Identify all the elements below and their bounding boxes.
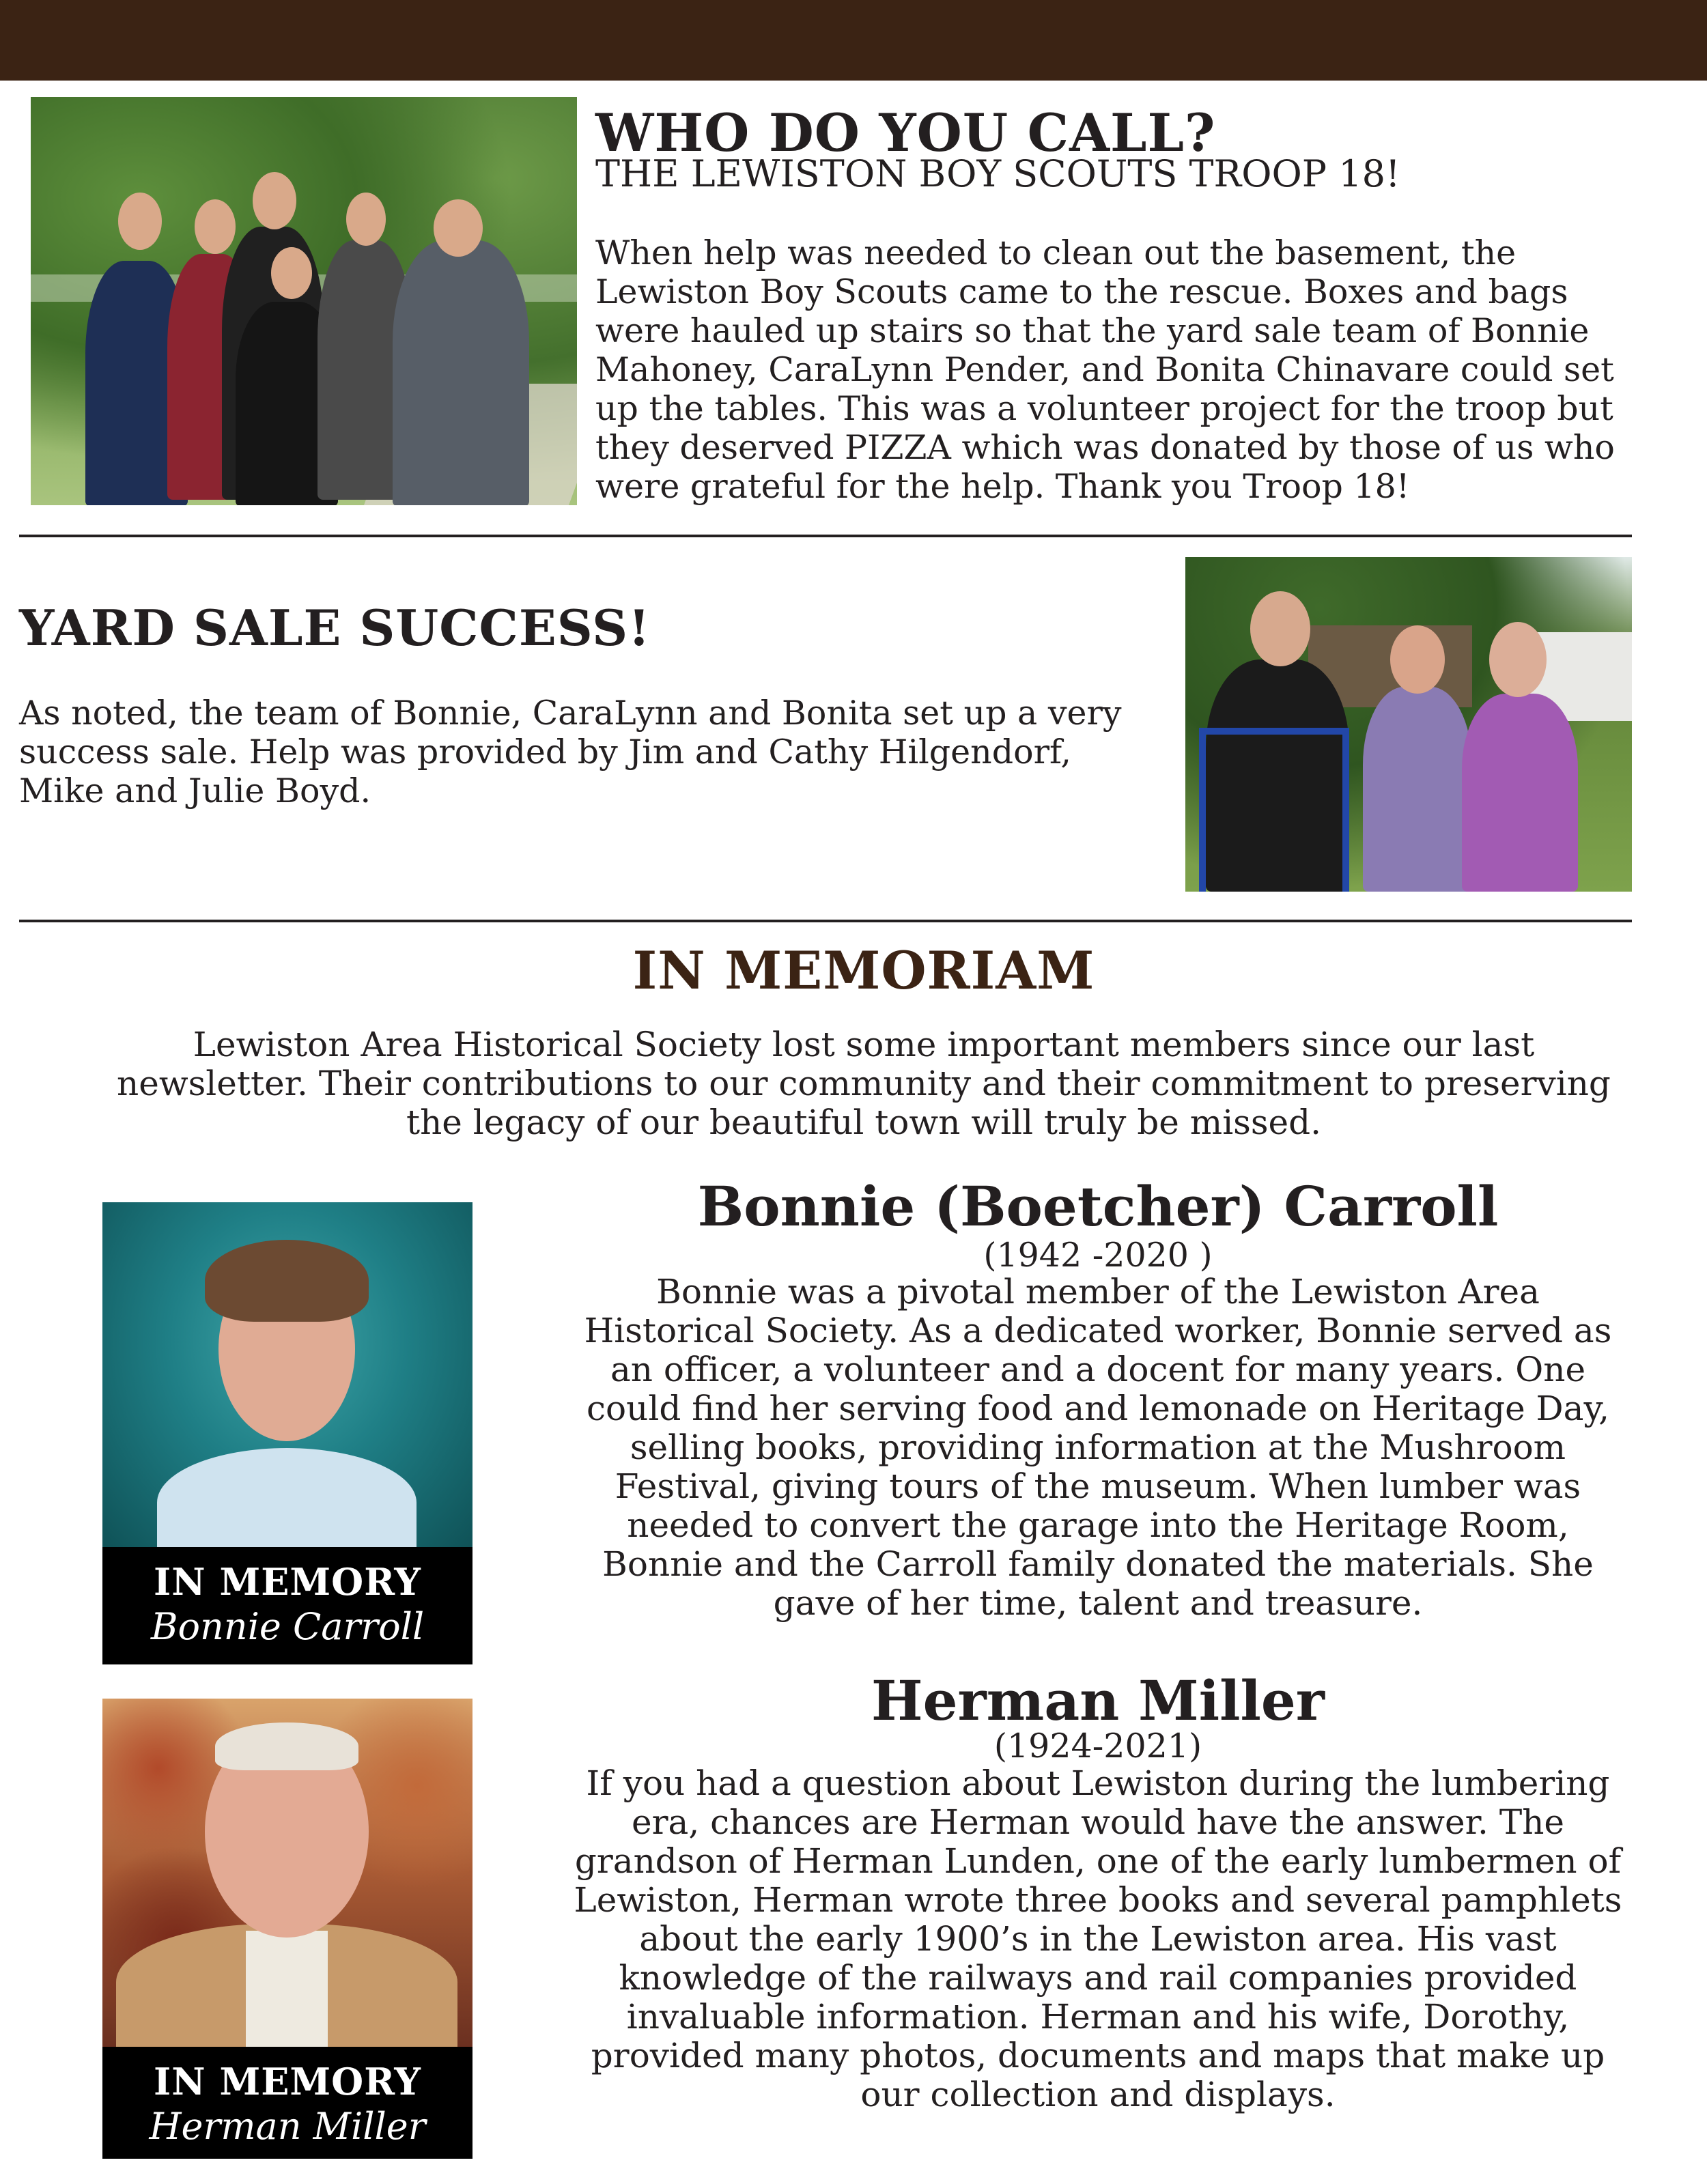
herman-portrait xyxy=(102,1699,472,2159)
person-name: Herman Miller xyxy=(871,1669,1325,1733)
boy-scouts-photo xyxy=(31,97,577,505)
scouts-title: WHO DO YOU CALL? xyxy=(595,102,1216,163)
herman-photo xyxy=(102,1699,472,2047)
caption-name: Herman Miller xyxy=(149,2105,426,2148)
memoriam-intro: Lewiston Area Historical Society lost some important members since our last newsletter. Their contributions to our community and their commitment to preserving the legacy of our beautiful town will truly be missed. xyxy=(117,1025,1611,1142)
yard-sale-title: YARD SALE SUCCESS! xyxy=(19,599,651,657)
person-years: (1942 -2020 ) xyxy=(983,1236,1213,1275)
bonnie-photo xyxy=(102,1202,472,1547)
scouts-subtitle: THE LEWISTON BOY SCOUTS TROOP 18! xyxy=(595,152,1400,195)
divider xyxy=(19,535,1632,537)
person-bio: If you had a question about Lewiston during the lumbering era, chances are Herman would have the answer. The grandson of Herman Lunden, one of the early lumbermen of Lewiston, Herman wrote three books and several pamphlets about the early 1900’s in the Lewiston area. His vast knowledge of the railways and rail companies provided invaluable information. Herman and his wife, Dorothy, provided many photos, documents and maps that make up our collection and displays. xyxy=(574,1763,1622,2114)
caption-title: IN MEMORY xyxy=(154,2060,421,2103)
bonnie-caption xyxy=(102,1547,472,1664)
person-bio: Bonnie was a pivotal member of the Lewiston Area Historical Society. As a dedicated worker, Bonnie served as an officer, a volunteer and a docent for many years. One could find her serving food and lemonade on Heritage Day, selling books, providing information at the Mushroom Festival, giving tours of the museum. When lumber was needed to convert the garage into the Heritage Room, Bonnie and the Carroll family donated the materials. She gave of her time, talent and treasure. xyxy=(584,1272,1612,1623)
bonnie-portrait xyxy=(102,1202,472,1664)
herman-caption xyxy=(102,2047,472,2159)
person-years: (1924-2021) xyxy=(993,1727,1202,1765)
scouts-body: When help was needed to clean out the basement, the Lewiston Boy Scouts came to the rescue. Boxes and bags were hauled up stairs so that the yard sale team of Bonnie Mahoney, CaraLynn Pender, and Bonita Chinavare could set up the tables. This was a volunteer project for the troop but they deserved PIZZA which was donated by those of us who were grateful for the help. Thank you Troop 18! xyxy=(595,233,1615,506)
caption-title: IN MEMORY xyxy=(154,1560,421,1604)
yard-sale-body: As noted, the team of Bonnie, CaraLynn and Bonita set up a very success sale. Help was provided by Jim and Cathy Hilgendorf, Mike and Julie Boyd. xyxy=(19,694,1122,810)
yard-sale-photo xyxy=(1185,557,1632,892)
header-bar xyxy=(0,0,1707,81)
person-name: Bonnie (Boetcher) Carroll xyxy=(697,1174,1499,1238)
divider xyxy=(19,920,1632,922)
memoriam-title: IN MEMORIAM xyxy=(632,940,1095,1001)
caption-name: Bonnie Carroll xyxy=(150,1605,425,1648)
